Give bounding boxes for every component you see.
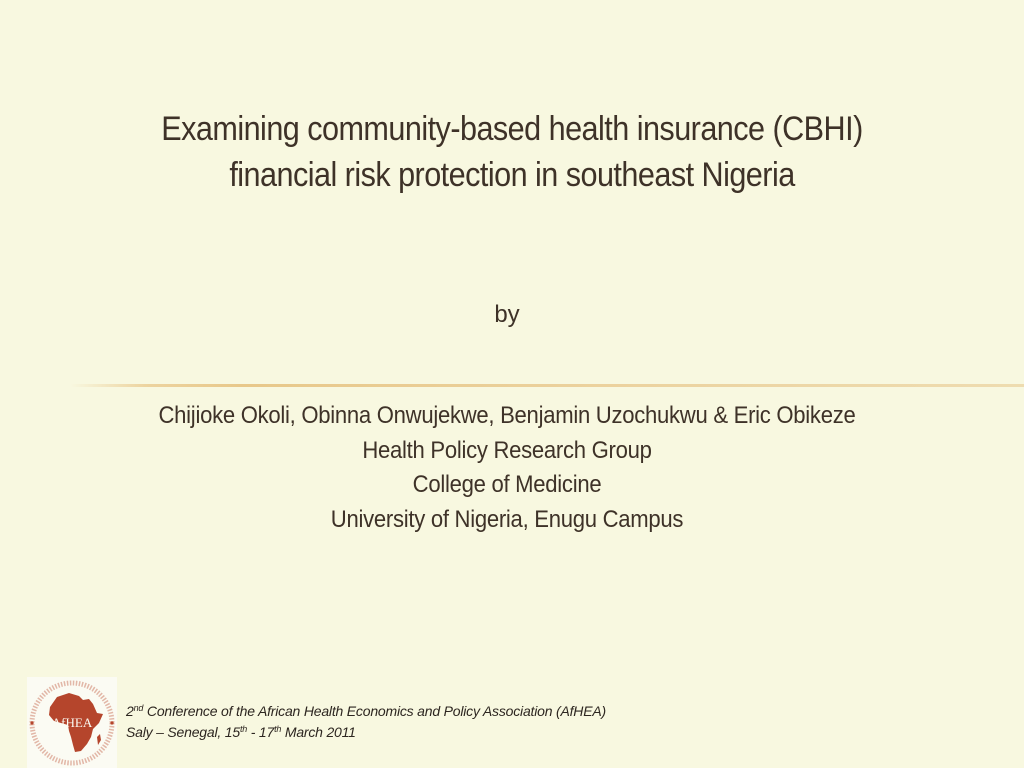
research-group: Health Policy Research Group	[362, 436, 652, 464]
afhea-logo-icon	[27, 677, 117, 768]
svg-text:AfHEA: AfHEA	[51, 715, 93, 730]
by-label: by	[494, 301, 520, 328]
slide-title-line-1: Examining community-based health insurance (CBHI)	[161, 110, 863, 148]
college-name: College of Medicine	[412, 471, 602, 498]
conference-name: 2nd Conference of the African Health Economics and Policy Association (AfHEA)	[126, 703, 606, 719]
slide-title-line-2: financial risk protection in southeast Nigeria	[229, 156, 795, 194]
slide-title	[51, 106, 973, 198]
university-name: University of Nigeria, Enugu Campus	[330, 505, 684, 533]
conference-info	[126, 701, 606, 743]
divider-line	[70, 384, 1024, 387]
author-names: Chijioke Okoli, Obinna Onwujekwe, Benjamin Uzochukwu & Eric Obikeze	[158, 402, 856, 429]
author-block	[41, 399, 974, 537]
conference-location-date: Saly – Senegal, 15th - 17th March 2011	[126, 724, 356, 740]
